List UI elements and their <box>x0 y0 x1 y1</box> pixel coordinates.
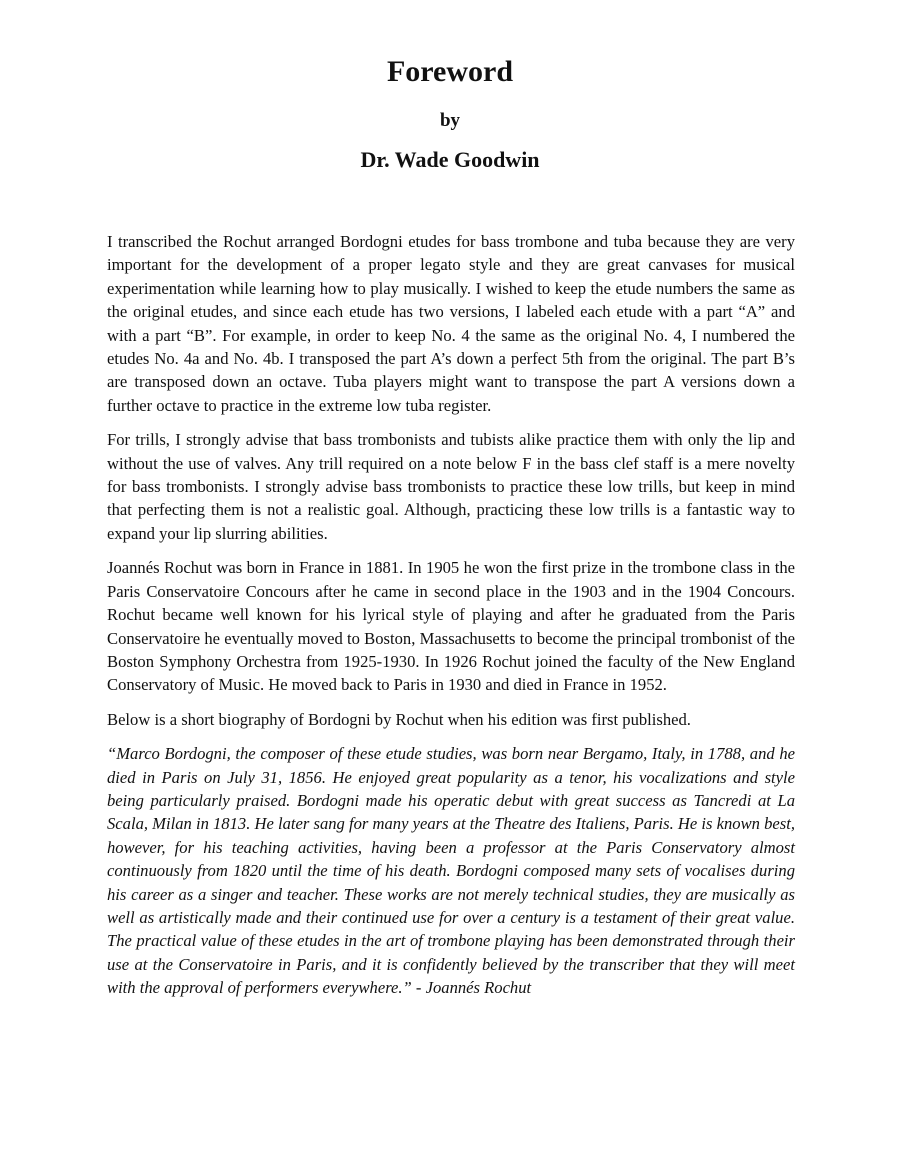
author-name: Dr. Wade Goodwin <box>360 147 540 172</box>
paragraph-transcription: I transcribed the Rochut arranged Bordogni etudes for bass trombone and tuba because they are very important for the development of a proper legato style and they are great canvases for musical experimentation while learning how to play musically. I wished to keep the etude numbers the same as the original etudes, and since each etude has two versions, I labeled each etude with a part “A” and with a part “B”. For example, in order to keep No. 4 the same as the original No. 4, I numbered the etudes No. 4a and No. 4b. I transposed the part A’s down a perfect 5th from the original. The part B’s are transposed down an octave. Tuba players might want to transpose the part A versions down a further octave to practice in the extreme low tuba register. <box>107 232 795 415</box>
bordogni-quote: “Marco Bordogni, the composer of these etude studies, was born near Bergamo, Italy, in 1788, and he died in Paris on July 31, 1856. He enjoyed great popularity as a tenor, his vocalizations and style being particularly praised. Bordogni made his operatic debut with great success as Tancredi at La Scala, Milan in 1813. He later sang for many years at the Theatre des Italiens, Paris. He is known best, however, for his teaching activities, having been a professor at the Paris Conservatory almost continuously from 1820 until the time of his death. Bordogni composed many sets of vocalises during his career as a singer and teacher. These works are not merely technical studies, they are musically as well as artistically made and their continued use for over a century is a testament of their great value. The practical value of these etudes in the art of trombone playing has been demonstrated through their use at the Conservatoire in Paris, and it is confidently believed by the transcriber that they will meet with the approval of performers everywhere.” - Joannés Rochut <box>107 744 795 998</box>
foreword-body <box>107 230 795 1011</box>
byline-by: by <box>439 110 461 131</box>
page-title: Foreword <box>386 55 514 88</box>
paragraph-intro-quote: Below is a short biography of Bordogni by Rochut when his edition was first published. <box>107 709 691 729</box>
paragraph-rochut-bio: Joannés Rochut was born in France in 1881. In 1905 he won the first prize in the trombone class in the Paris Conservatoire Concours after he came in second place in the 1903 and in the 1904 Concours. Rochut became well known for his lyrical style of playing and after he graduated from the Paris Conservatoire he eventually moved to Boston, Massachusetts to become the principal trombonist of the Boston Symphony Orchestra from 1925-1930. In 1926 Rochut joined the faculty of the New England Conservatory of Music. He moved back to Paris in 1930 and died in France in 1952. <box>107 558 795 695</box>
paragraph-trills: For trills, I strongly advise that bass trombonists and tubists alike practice them with only the lip and without the use of valves. Any trill required on a note below F in the bass clef staff is a mere novelty for bass trombonists. I strongly advise bass trombonists to practice these low trills, but keep in mind that perfecting them is not a realistic goal. Although, practicing these low trills is a fantastic way to expand your lip slurring abilities. <box>107 430 795 543</box>
